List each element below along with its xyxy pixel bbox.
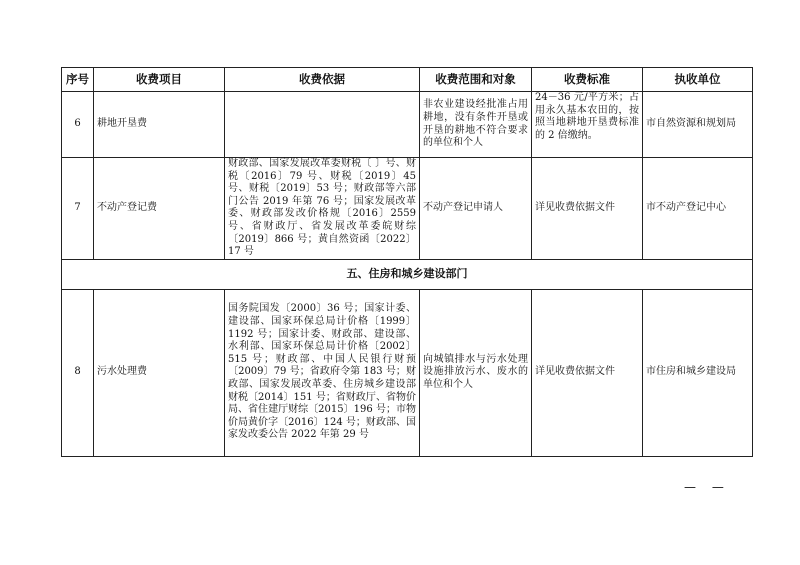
- collecting-unit: 市不动产登记中心: [643, 158, 753, 260]
- fee-item: 不动产登记费: [94, 158, 225, 260]
- fee-scope: 向城镇排水与污水处理设施排放污水、废水的单位和个人: [420, 289, 532, 456]
- fee-table: [61, 67, 753, 457]
- collecting-unit: 市住房和城乡建设局: [643, 289, 753, 456]
- header-scope: 收费范围和对象: [420, 68, 532, 92]
- table-row: [62, 158, 753, 260]
- fee-scope: 不动产登记申请人: [420, 158, 532, 260]
- table-row: [62, 92, 753, 158]
- fee-basis: [225, 92, 420, 158]
- fee-standard: 24－36 元/平方米；占用永久基本农田的，按照当地耕地开垦费标准的 2 倍缴纳。: [532, 92, 643, 158]
- fee-scope: 非农业建设经批准占用耕地，没有条件开垦或开垦的耕地不符合要求的单位和个人: [420, 92, 532, 158]
- row-number: 6: [62, 92, 94, 158]
- page-number-mark: — —: [684, 480, 730, 494]
- fee-standard: 详见收费依据文件: [532, 158, 643, 260]
- header-basis: 收费依据: [225, 68, 420, 92]
- collecting-unit: 市自然资源和规划局: [643, 92, 753, 158]
- fee-standard: 详见收费依据文件: [532, 289, 643, 456]
- fee-basis: 国务院国发〔2000〕36 号；国家计委、建设部、国家环保总局计价格〔1999〕1192 号；国家计委、财政部、建设部、水利部、国家环保总局计价格〔2002〕515 号；财政部、中国人民银行财预〔2009〕79 号；省政府令第 183 号；财政部、国家发展改革委、住房城乡建设部财税〔2014〕151 号；省财政厅、省物价局、省住建厅财综〔2015〕196 号；市物价局黄价字〔2016〕124 号；财政部、国家发改委公告 2022 年第 29 号: [225, 289, 420, 456]
- table-header-row: [62, 68, 753, 92]
- fee-item: 耕地开垦费: [94, 92, 225, 158]
- header-item: 收费项目: [94, 68, 225, 92]
- header-no: 序号: [62, 68, 94, 92]
- fee-basis: 财政部、国家发展改革委财税〔 〕号、财税〔2016〕79 号、财税〔2019〕45 号、财税〔2019〕53 号；财政部等六部门公告 2019 年第 76 号；国家发展改革委、财政部发改价格规〔2016〕2559 号、省财政厅、省发展改革委皖财综〔2019〕866 号；黄自然资函〔2022〕17 号: [225, 158, 420, 260]
- section-row: [62, 259, 753, 289]
- fee-item: 污水处理费: [94, 289, 225, 456]
- section-title: 五、住房和城乡建设部门: [62, 259, 753, 289]
- header-standard: 收费标准: [532, 68, 643, 92]
- table-row: [62, 289, 753, 456]
- row-number: 8: [62, 289, 94, 456]
- header-unit: 执收单位: [643, 68, 753, 92]
- row-number: 7: [62, 158, 94, 260]
